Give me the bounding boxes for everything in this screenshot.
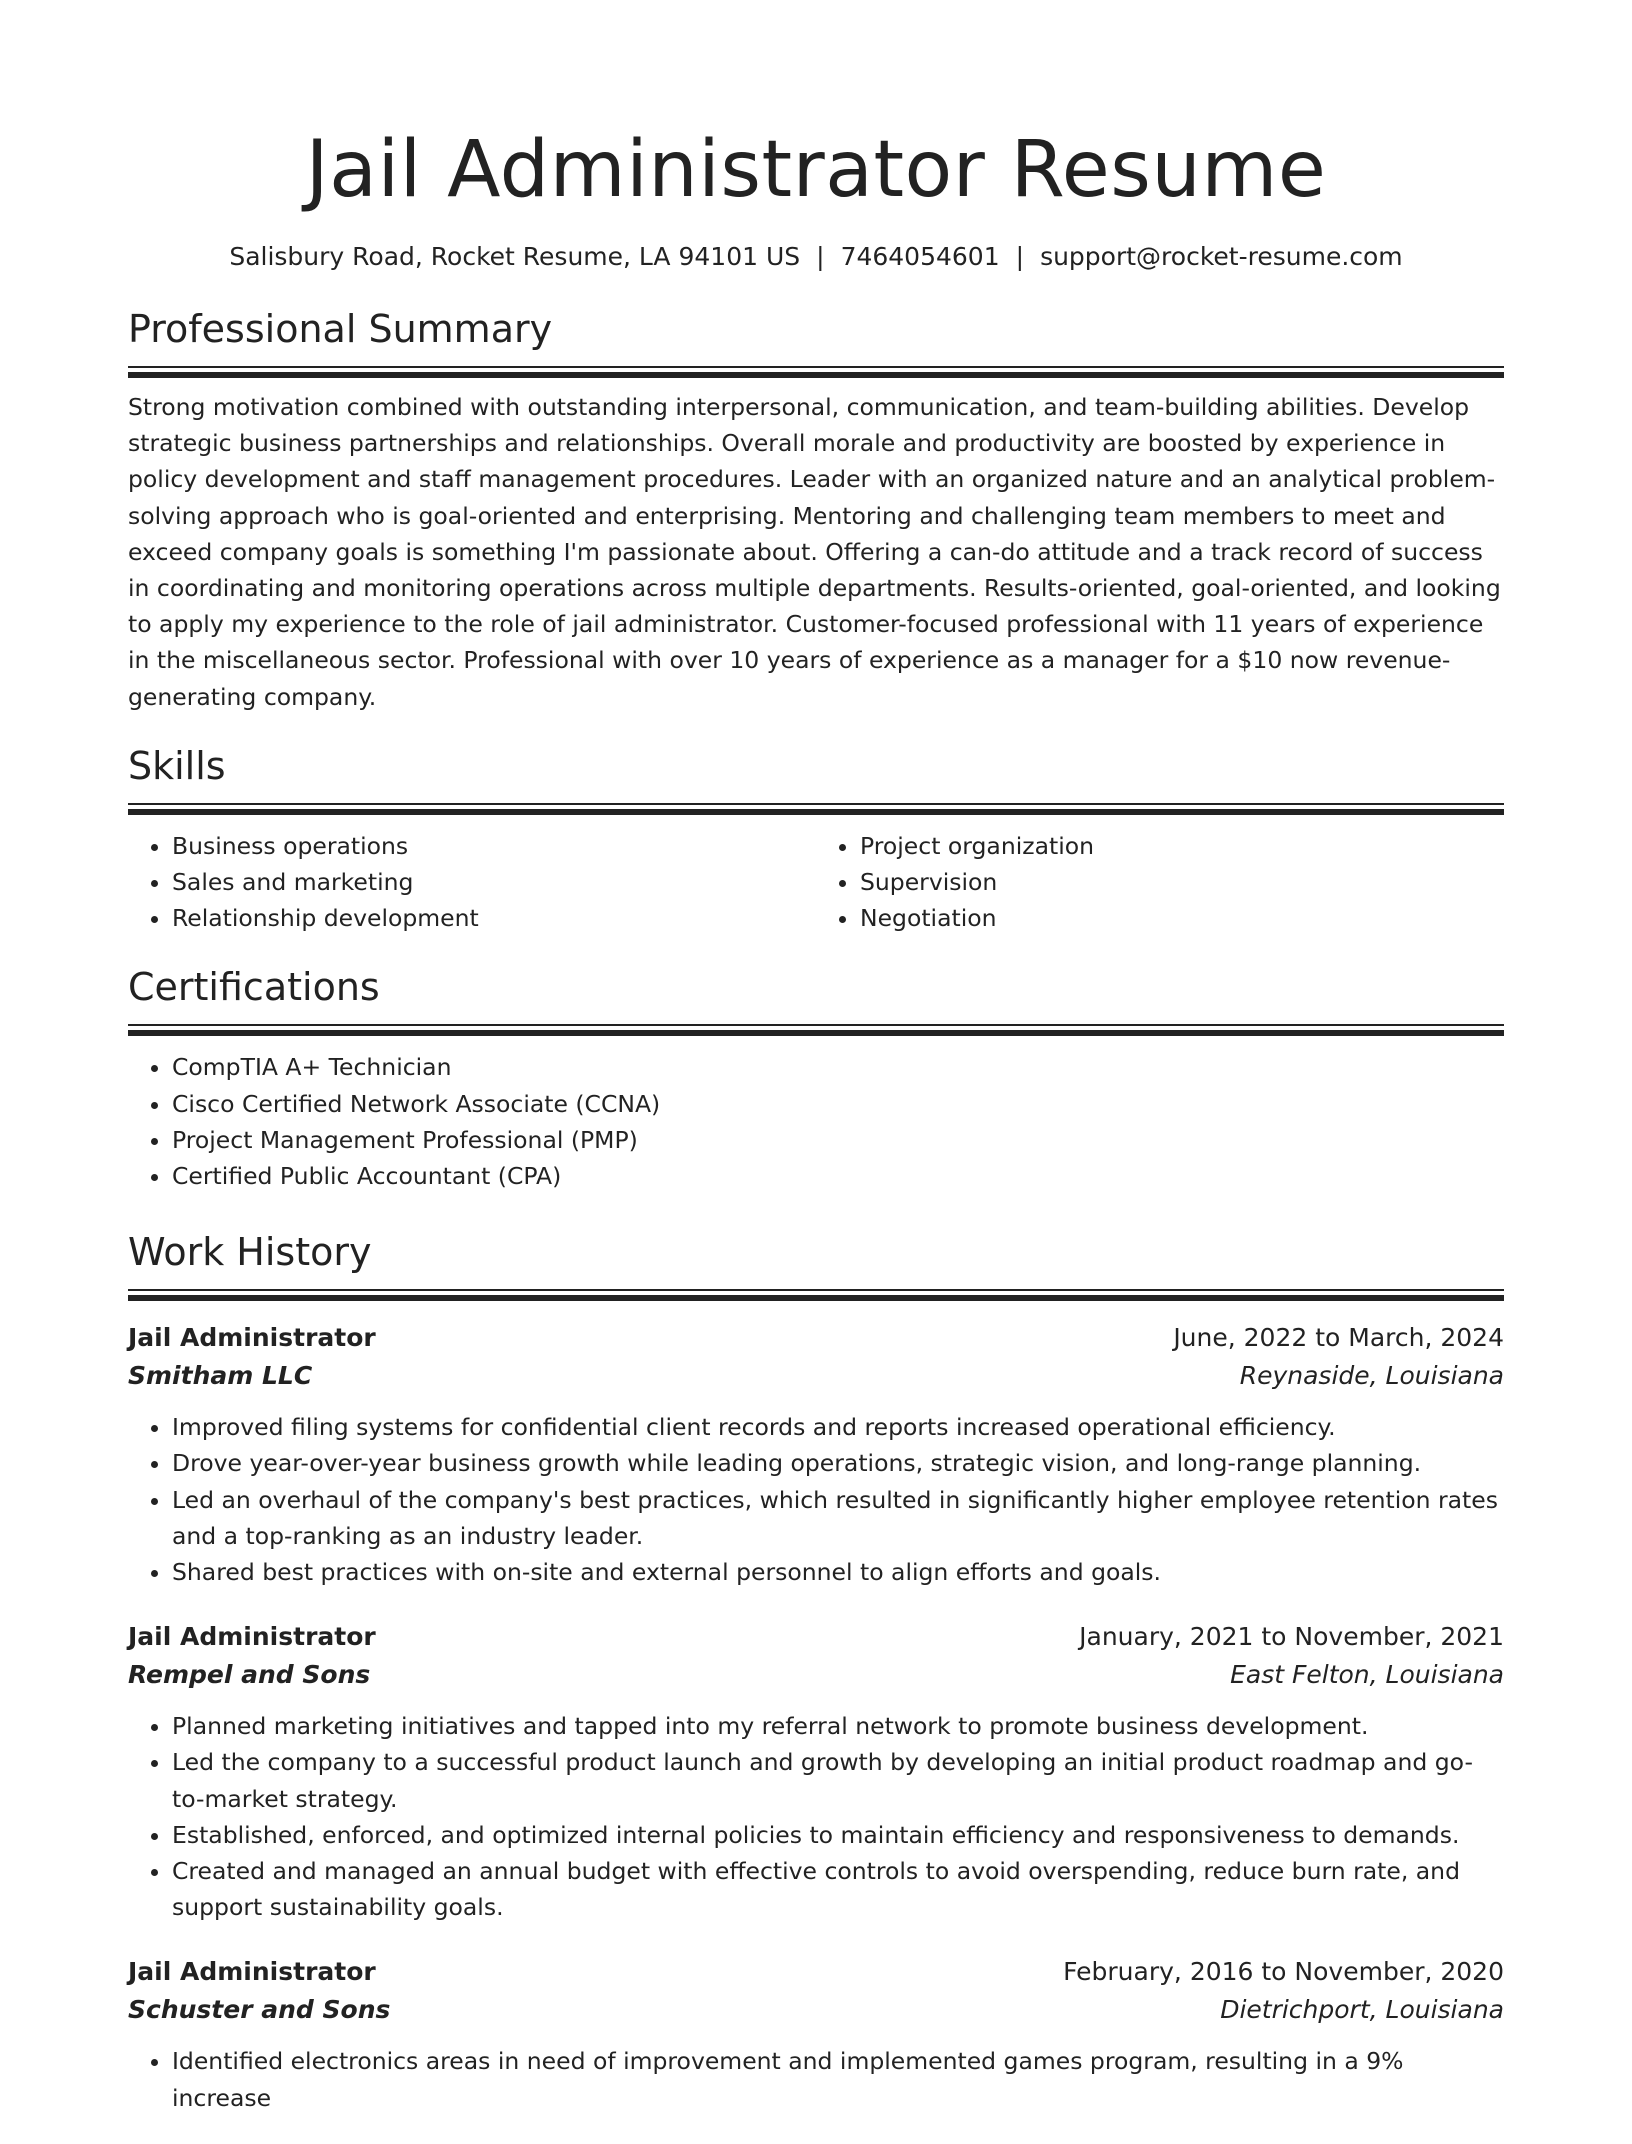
certifications-list [128,1049,1504,1194]
contact-email: support@rocket-resume.com [1040,242,1403,271]
job-title: Jail Administrator [128,1622,376,1652]
skill-item: • Relationship development [172,900,816,936]
skill-item: • Project organization [860,828,1504,864]
job-bullet: • Planned marketing initiatives and tapped into my referral network to promote business development. [172,1708,1504,1744]
resume-title: Jail Administrator Resume [305,125,1327,215]
skill-item: • Sales and marketing [172,864,816,900]
job-header [128,1953,1504,1991]
skills-columns [128,828,1504,937]
job-entry [128,1319,1504,1590]
job-dates: June, 2022 to March, 2024 [1173,1323,1504,1353]
certification-item: • Project Management Professional (PMP) [172,1122,1504,1158]
job-bullet: • Improved filing systems for confidential client records and reports increased operational efficiency. [172,1409,1504,1445]
skills-section [128,741,1504,937]
contact-separator: | [816,242,825,271]
job-bullet: • Led the company to a successful product launch and growth by developing an initial product roadmap and go-to-market strategy. [172,1744,1504,1816]
certification-item: • Cisco Certified Network Associate (CCNA) [172,1086,1504,1122]
section-title-skills: Skills [128,743,226,788]
skills-list-left [128,828,816,937]
job-subheader [128,1991,1504,2029]
job-dates: January, 2021 to November, 2021 [1079,1622,1504,1652]
job-header [128,1618,1504,1656]
job-company: Schuster and Sons [128,1995,391,2025]
skills-list-right [816,828,1504,937]
work-history-section [128,1227,1504,2116]
section-divider [128,803,1504,815]
skill-item: • Business operations [172,828,816,864]
job-bullets [128,1409,1504,1590]
job-title: Jail Administrator [128,1957,376,1987]
section-title-summary: Professional Summary [128,307,553,351]
certification-item: • Certified Public Accountant (CPA) [172,1158,1504,1194]
job-company: Smitham LLC [128,1361,313,1391]
job-bullet: • Created and managed an annual budget with effective controls to avoid overspending, reduce burn rate, and support sustainability goals. [172,1853,1504,1925]
job-bullet: • Established, enforced, and optimized internal policies to maintain efficiency and responsiveness to demands. [172,1817,1504,1853]
job-bullet: • Shared best practices with on-site and external personnel to align efforts and goals. [172,1554,1504,1590]
job-location: Dietrichport, Louisiana [1220,1995,1504,2025]
section-divider [128,1024,1504,1036]
certification-item: • CompTIA A+ Technician [172,1049,1504,1085]
job-subheader [128,1656,1504,1694]
section-divider [128,1289,1504,1301]
job-bullet: • Identified electronics areas in need of improvement and implemented games program, resulting in a 9% increase [172,2043,1504,2115]
contact-line [128,240,1504,274]
section-title-work-history: Work History [128,1230,372,1275]
contact-separator: | [1015,242,1025,271]
job-company: Rempel and Sons [128,1660,371,1690]
job-entry [128,1953,1504,2115]
certifications-section [128,962,1504,1194]
job-bullets [128,2043,1504,2115]
job-location: East Felton, Louisiana [1230,1660,1504,1690]
resume-page [128,0,1504,2144]
skill-item: • Negotiation [860,900,1504,936]
job-bullets [128,1708,1504,1925]
job-bullet: • Led an overhaul of the company's best practices, which resulted in significantly higher employee retention rates and a top-ranking as an industry leader. [172,1482,1504,1554]
section-title-certifications: Certifications [128,965,380,1010]
contact-phone: 7464054601 [840,242,1000,271]
job-entry [128,1618,1504,1925]
section-divider [128,366,1504,378]
summary-text: Strong motivation combined with outstanding interpersonal, communication, and team-building abilities. Develop strategic business partnerships and relationships. Overall morale and productivity are boosted by experience in policy development and staff management procedures. Leader with an organized nature and an analytical problem-solving approach who is goal-oriented and enterprising. Mentoring and challenging team members to meet and exceed company goals is something I'm passionate about. Offering a can-do attitude and a track record of success in coordinating and monitoring operations across multiple departments. Results-oriented, goal-oriented, and looking to apply my experience to the role of jail administrator. Customer-focused professional with 11 years of experience in the miscellaneous sector. Professional with over 10 years of experience as a manager for a $10 now revenue-generating company. [128,393,1501,711]
summary-section [128,304,1504,715]
job-title: Jail Administrator [128,1323,376,1353]
skill-item: • Supervision [860,864,1504,900]
job-subheader [128,1357,1504,1395]
job-location: Reynaside, Louisiana [1239,1361,1504,1391]
job-header [128,1319,1504,1357]
job-dates: February, 2016 to November, 2020 [1063,1957,1504,1987]
contact-address: Salisbury Road, Rocket Resume, LA 94101 US [229,242,801,271]
job-bullet: • Drove year-over-year business growth while leading operations, strategic vision, and long-range planning. [172,1445,1504,1481]
